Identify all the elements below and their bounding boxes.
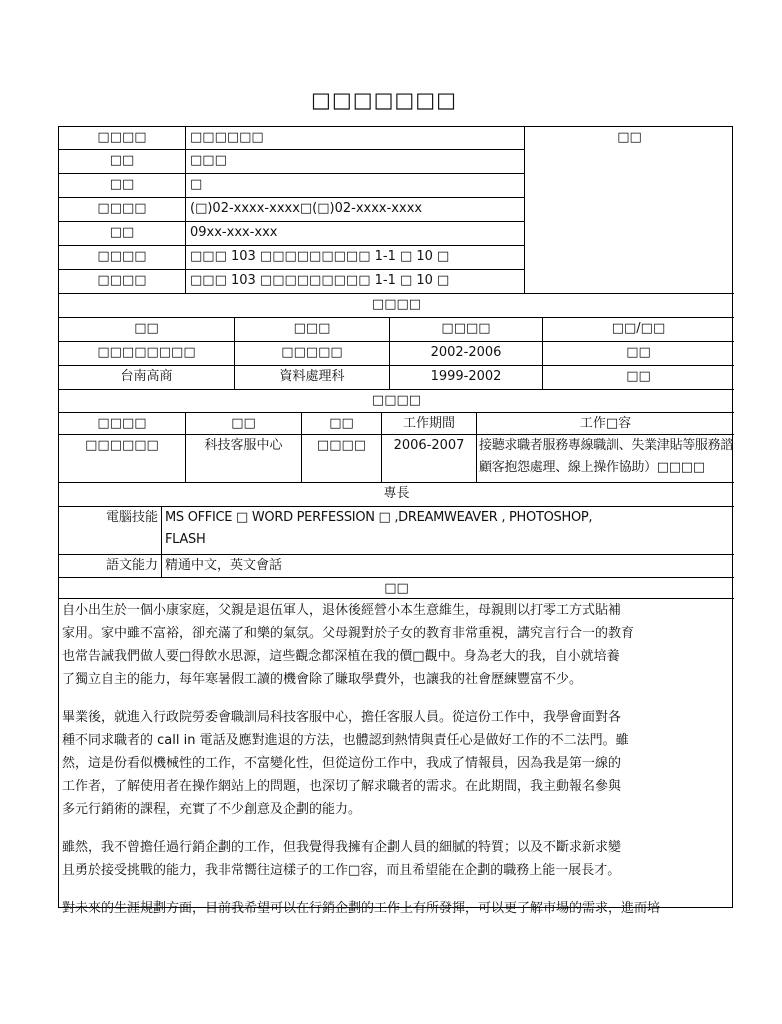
name-value: □□□□□□ <box>186 127 525 150</box>
address-value: □□□ 103 □□□□□□□□□ 1-1 □ 10 □ <box>186 246 525 270</box>
bio-paragraph-1: 自小出生於一個小康家庭，父親是退伍軍人，退休後經營小本生意維生，母親則以打零工方式貼補 家用。家中雖不富裕，卻充滿了和樂的氣氛。父母親對於子女的教育非常重視，講究言行合一的教育 也常告誡我們做人要□得飲水思源，這些觀念都深植在我的價□觀中。身為老大的我，自小就培養 了獨立自主的能力，每年寒暑假工讀的機會除了賺取學費外，也讓我的社會歷練豐富不少。 <box>62 603 635 687</box>
language-skills-label: 語文能力 <box>59 555 162 578</box>
gender-value: □ <box>186 174 525 198</box>
work-row-company: □□□□□□ <box>59 435 186 483</box>
work-row-period: 2006-2007 <box>382 435 477 483</box>
photo-cell: □□ <box>525 127 734 294</box>
edu-row-2-period: 1999-2002 <box>390 366 543 390</box>
work-duties-line-2: 顧客抱怨處理、線上操作協助）□□□□ <box>479 460 705 475</box>
computer-skills-line-1: MS OFFICE □ WORD PERFESSION □ ,DREAMWEAVER , PHOTOSHOP, <box>165 510 593 525</box>
edu-row-2-school: 台南高商 <box>59 366 235 390</box>
name-label: □□□□ <box>59 127 186 150</box>
edu-header-school: □□ <box>59 318 235 342</box>
edu-row-1-dept: □□□□□ <box>235 342 390 366</box>
bio-paragraph-3: 雖然，我不曾擔任過行銷企劃的工作，但我覺得我擁有企劃人員的細膩的特質；以及不斷求新求變 且勇於接受挑戰的能力，我非常嚮往這樣子的工作□容，而且希望能在企劃的職務上能一展長才。 <box>62 840 622 878</box>
work-header-company: □□□□ <box>59 413 186 435</box>
edu-header-period: □□□□ <box>390 318 543 342</box>
bio-section-title: □□ <box>59 578 734 599</box>
language-skills-value: 精通中文，英文會話 <box>162 555 734 578</box>
edu-row-2-dept: 資料處理科 <box>235 366 390 390</box>
work-header-duties: 工作□容 <box>477 413 734 435</box>
edu-row-2-status: □□ <box>543 366 734 390</box>
dob-label: □□ <box>59 150 186 174</box>
skills-section-title: 專長 <box>59 483 734 507</box>
bio-text <box>59 599 782 935</box>
computer-skills-label: 電腦技能 <box>59 507 162 555</box>
work-row-title: □□□□ <box>302 435 382 483</box>
work-header-dept: □□ <box>186 413 302 435</box>
phone-value: (□)02-xxxx-xxxx□(□)02-xxxx-xxxx <box>186 198 525 222</box>
work-header-period: 工作期間 <box>382 413 477 435</box>
mailing-address-label: □□□□ <box>59 270 186 294</box>
education-section-title: □□□□ <box>59 294 734 318</box>
computer-skills-line-2: FLASH <box>165 532 206 547</box>
edu-header-dept: □□□ <box>235 318 390 342</box>
dob-value: □□□ <box>186 150 525 174</box>
work-section-title: □□□□ <box>59 390 734 413</box>
resume-table <box>58 126 734 916</box>
work-row-duties <box>477 435 734 483</box>
bio-paragraph-2: 畢業後，就進入行政院勞委會職訓局科技客服中心，擔任客服人員。從這份工作中，我學會面對各 種不同求職者的 call in 電話及應對進退的方法，也體認到熱情與責任心是做好工作的不二法門。雖 然，這是份看似機械性的工作，不富變化性，但從這份工作中，我成了情報員，因為我是第一線的 工作者，了解使用者在操作網站上的問題，也深切了解求職者的需求。在此期間，我主動報名參與 多元行銷術的課程，充實了不少創意及企劃的能力。 <box>62 710 629 817</box>
computer-skills-value <box>162 507 734 555</box>
mobile-value: 09xx-xxx-xxx <box>186 222 525 246</box>
gender-label: □□ <box>59 174 186 198</box>
work-header-title: □□ <box>302 413 382 435</box>
edu-header-status: □□/□□ <box>543 318 734 342</box>
bio-paragraph-4: 對未來的生涯規劃方面，目前我希望可以在行銷企劃的工作上有所發揮，可以更了解市場的需求，進而培 <box>62 901 661 916</box>
mobile-label: □□ <box>59 222 186 246</box>
address-label: □□□□ <box>59 246 186 270</box>
mailing-address-value: □□□ 103 □□□□□□□□□ 1-1 □ 10 □ <box>186 270 525 294</box>
edu-row-1-period: 2002-2006 <box>390 342 543 366</box>
resume-title: □□□□□□□ <box>311 88 457 112</box>
work-duties-line-1: 接聽求職者服務專線職訓、失業津貼等服務諮 <box>479 438 734 453</box>
edu-row-1-status: □□ <box>543 342 734 366</box>
phone-label: □□□□ <box>59 198 186 222</box>
edu-row-1-school: □□□□□□□□ <box>59 342 235 366</box>
work-row-dept: 科技客服中心 <box>186 435 302 483</box>
